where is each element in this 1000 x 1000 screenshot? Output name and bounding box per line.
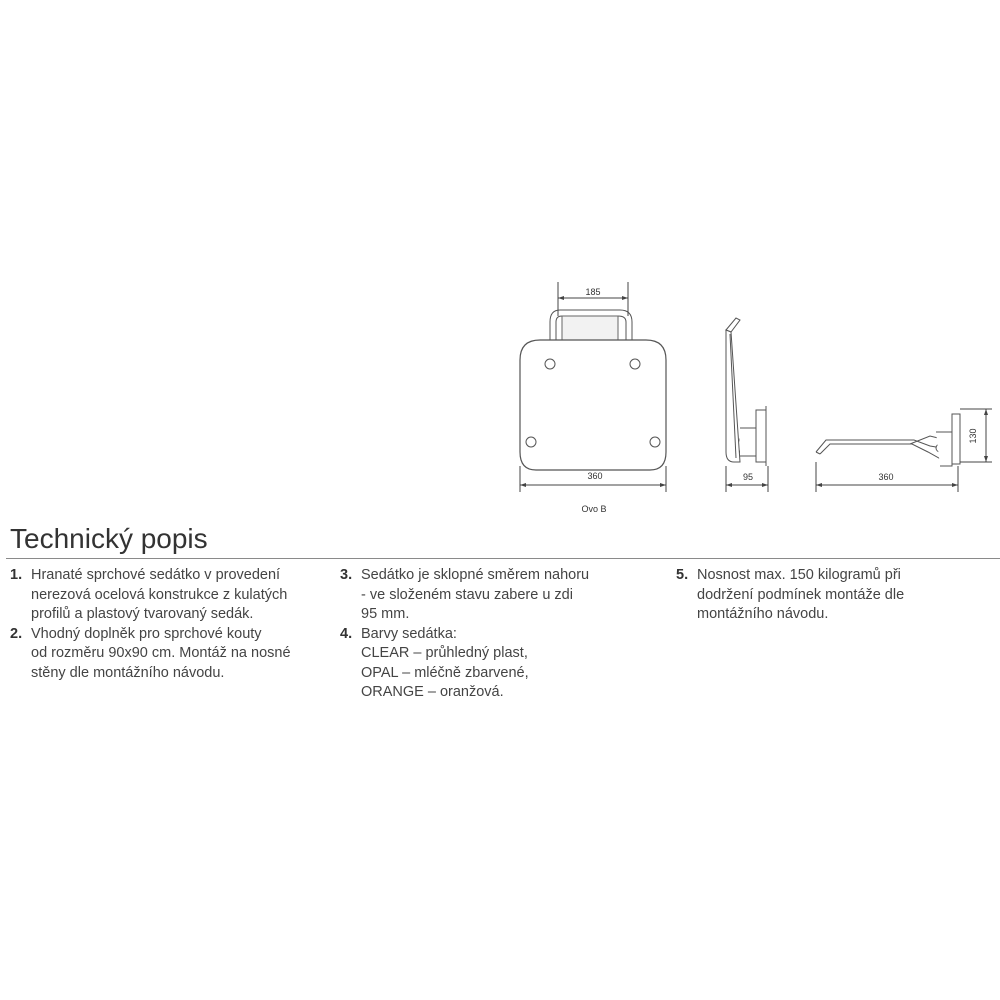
item-number: 2. bbox=[10, 625, 23, 642]
description-column-3 bbox=[676, 566, 976, 625]
item-line: Sedátko je sklopné směrem nahoru bbox=[361, 567, 590, 583]
description-item-2 bbox=[10, 625, 330, 684]
description-column-2 bbox=[340, 566, 640, 703]
item-line: Barvy sedátka: bbox=[361, 625, 457, 642]
item-number: 3. bbox=[340, 567, 353, 583]
front-wall-bracket bbox=[550, 310, 632, 342]
section-divider bbox=[6, 558, 1000, 559]
front-seat-hole bbox=[650, 437, 660, 447]
front-bottom-width-label: 360 bbox=[587, 471, 603, 481]
item-line: stěny dle montážního návodu. bbox=[31, 664, 225, 681]
section-title: Technický popis bbox=[10, 523, 208, 554]
description-column-1 bbox=[10, 566, 330, 683]
item-number: 4. bbox=[340, 625, 353, 642]
front-top-width-label: 185 bbox=[585, 287, 601, 297]
front-seat-outline bbox=[520, 340, 666, 470]
item-line: - ve složeném stavu zabere u zdi bbox=[361, 586, 573, 603]
description-item-4 bbox=[340, 625, 640, 703]
front-seat-hole bbox=[630, 359, 640, 369]
item-line: 95 mm. bbox=[361, 606, 410, 622]
item-number: 1. bbox=[10, 567, 23, 583]
side-open-drawing bbox=[816, 409, 992, 492]
item-line: od rozměru 90x90 cm. Montáž na nosné bbox=[31, 645, 291, 661]
item-line: Vhodný doplněk pro sprchové kouty bbox=[31, 625, 262, 642]
side-open-height-label: 130 bbox=[968, 428, 978, 444]
front-view-caption: Ovo B bbox=[581, 504, 607, 514]
side-open-length-label: 360 bbox=[878, 472, 894, 482]
item-line: Nosnost max. 150 kilogramů při bbox=[697, 567, 901, 583]
item-line: CLEAR – průhledný plast, bbox=[361, 645, 528, 661]
side-folded-drawing bbox=[726, 318, 768, 492]
side-folded-depth-label: 95 bbox=[742, 472, 754, 482]
item-line: montážního návodu. bbox=[697, 606, 829, 622]
item-line: ORANGE – oranžová. bbox=[361, 684, 504, 700]
item-line: profilů a plastový tvarovaný sedák. bbox=[31, 606, 254, 622]
item-line: Hranaté sprchové sedátko v provedení bbox=[31, 567, 281, 583]
front-seat-hole bbox=[526, 437, 536, 447]
item-line: dodržení podmínek montáže dle bbox=[697, 586, 905, 603]
front-view-drawing bbox=[520, 282, 666, 492]
description-item-1 bbox=[10, 566, 330, 625]
front-seat-hole bbox=[545, 359, 555, 369]
description-item-3 bbox=[340, 566, 640, 625]
item-number: 5. bbox=[676, 567, 689, 583]
item-line: nerezová ocelová konstrukce z kulatých bbox=[31, 586, 288, 603]
description-item-5 bbox=[676, 566, 976, 625]
item-line: OPAL – mléčně zbarvené, bbox=[361, 664, 529, 681]
